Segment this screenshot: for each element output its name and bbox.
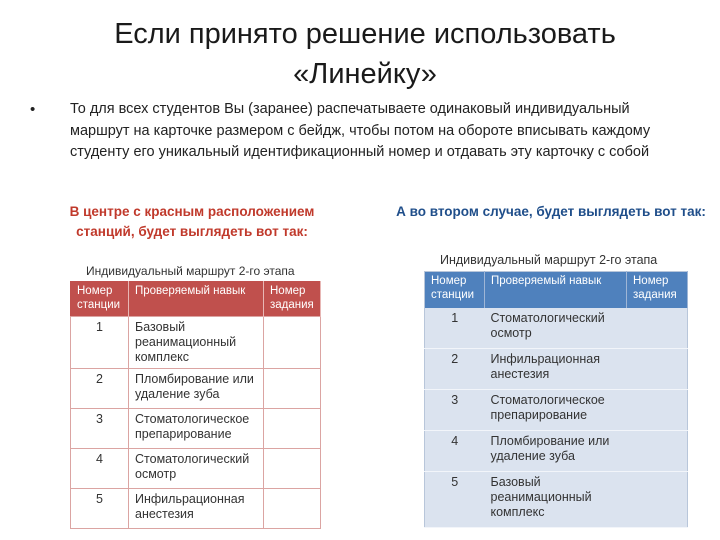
- skill-cell: Пломбирование или удаление зуба: [129, 369, 264, 409]
- station-number: 2: [425, 349, 485, 390]
- table-row: [71, 489, 321, 529]
- skill-cell: Инфильрационная анестезия: [129, 489, 264, 529]
- card-title: Индивидуальный маршрут 2-го этапа: [86, 264, 295, 278]
- table-row: [425, 390, 688, 431]
- table-row: [71, 369, 321, 409]
- table-row: [425, 349, 688, 390]
- skill-cell: Базовый реанимационный комплекс: [485, 472, 627, 528]
- slide-title: [60, 14, 670, 94]
- task-cell: [627, 431, 688, 472]
- table-header-row: [425, 272, 688, 309]
- header-station: Номер станции: [425, 272, 485, 309]
- table-row: [425, 472, 688, 528]
- header-skill: Проверяемый навык: [129, 282, 264, 317]
- task-cell: [264, 489, 321, 529]
- task-cell: [264, 369, 321, 409]
- slide-title-line1: Если принято решение использовать: [114, 18, 616, 50]
- table-row: [71, 449, 321, 489]
- header-skill: Проверяемый навык: [485, 272, 627, 309]
- route-table: [70, 281, 321, 529]
- slide-title-line2: «Линейку»: [293, 58, 437, 90]
- header-station: Номер станции: [71, 282, 129, 317]
- task-cell: [264, 409, 321, 449]
- skill-cell: Инфильрационная анестезия: [485, 349, 627, 390]
- task-cell: [627, 308, 688, 349]
- station-number: 3: [71, 409, 129, 449]
- skill-cell: Пломбирование или удаление зуба: [485, 431, 627, 472]
- bullet-dot-icon: •: [30, 101, 36, 118]
- table-row: [71, 409, 321, 449]
- right-caption: А во втором случае, будет выглядеть вот так:: [396, 204, 706, 219]
- skill-cell: Базовый реанимационный комплекс: [129, 317, 264, 369]
- station-number: 1: [71, 317, 129, 369]
- route-card-red: [70, 264, 321, 529]
- header-task: Номер задания: [264, 282, 321, 317]
- skill-cell: Стоматологический осмотр: [485, 308, 627, 349]
- task-cell: [627, 390, 688, 431]
- table-row: [71, 317, 321, 369]
- card-title: Индивидуальный маршрут 2-го этапа: [440, 253, 658, 267]
- station-number: 5: [425, 472, 485, 528]
- station-number: 4: [425, 431, 485, 472]
- task-cell: [264, 317, 321, 369]
- table-row: [425, 308, 688, 349]
- skill-cell: Стоматологическое препарирование: [485, 390, 627, 431]
- bullet-text: То для всех студентов Вы (заранее) распечатываете одинаковый индивидуальный маршрут на карточке размером с бейдж, чтобы потом на обороте вписывать каждому студенту его уникальный идентификационный номер и отдавать эту карточку с собой: [70, 101, 651, 160]
- route-table: [424, 271, 688, 528]
- skill-cell: Стоматологическое препарирование: [129, 409, 264, 449]
- task-cell: [627, 349, 688, 390]
- station-number: 2: [71, 369, 129, 409]
- station-number: 1: [425, 308, 485, 349]
- table-header-row: [71, 282, 321, 317]
- station-number: 3: [425, 390, 485, 431]
- station-number: 5: [71, 489, 129, 529]
- skill-cell: Стоматологический осмотр: [129, 449, 264, 489]
- task-cell: [264, 449, 321, 489]
- header-task: Номер задания: [627, 272, 688, 309]
- table-row: [425, 431, 688, 472]
- station-number: 4: [71, 449, 129, 489]
- left-caption: В центре с красным расположением станций, будет выглядеть вот так:: [69, 204, 315, 239]
- task-cell: [627, 472, 688, 528]
- route-card-blue: [424, 253, 688, 528]
